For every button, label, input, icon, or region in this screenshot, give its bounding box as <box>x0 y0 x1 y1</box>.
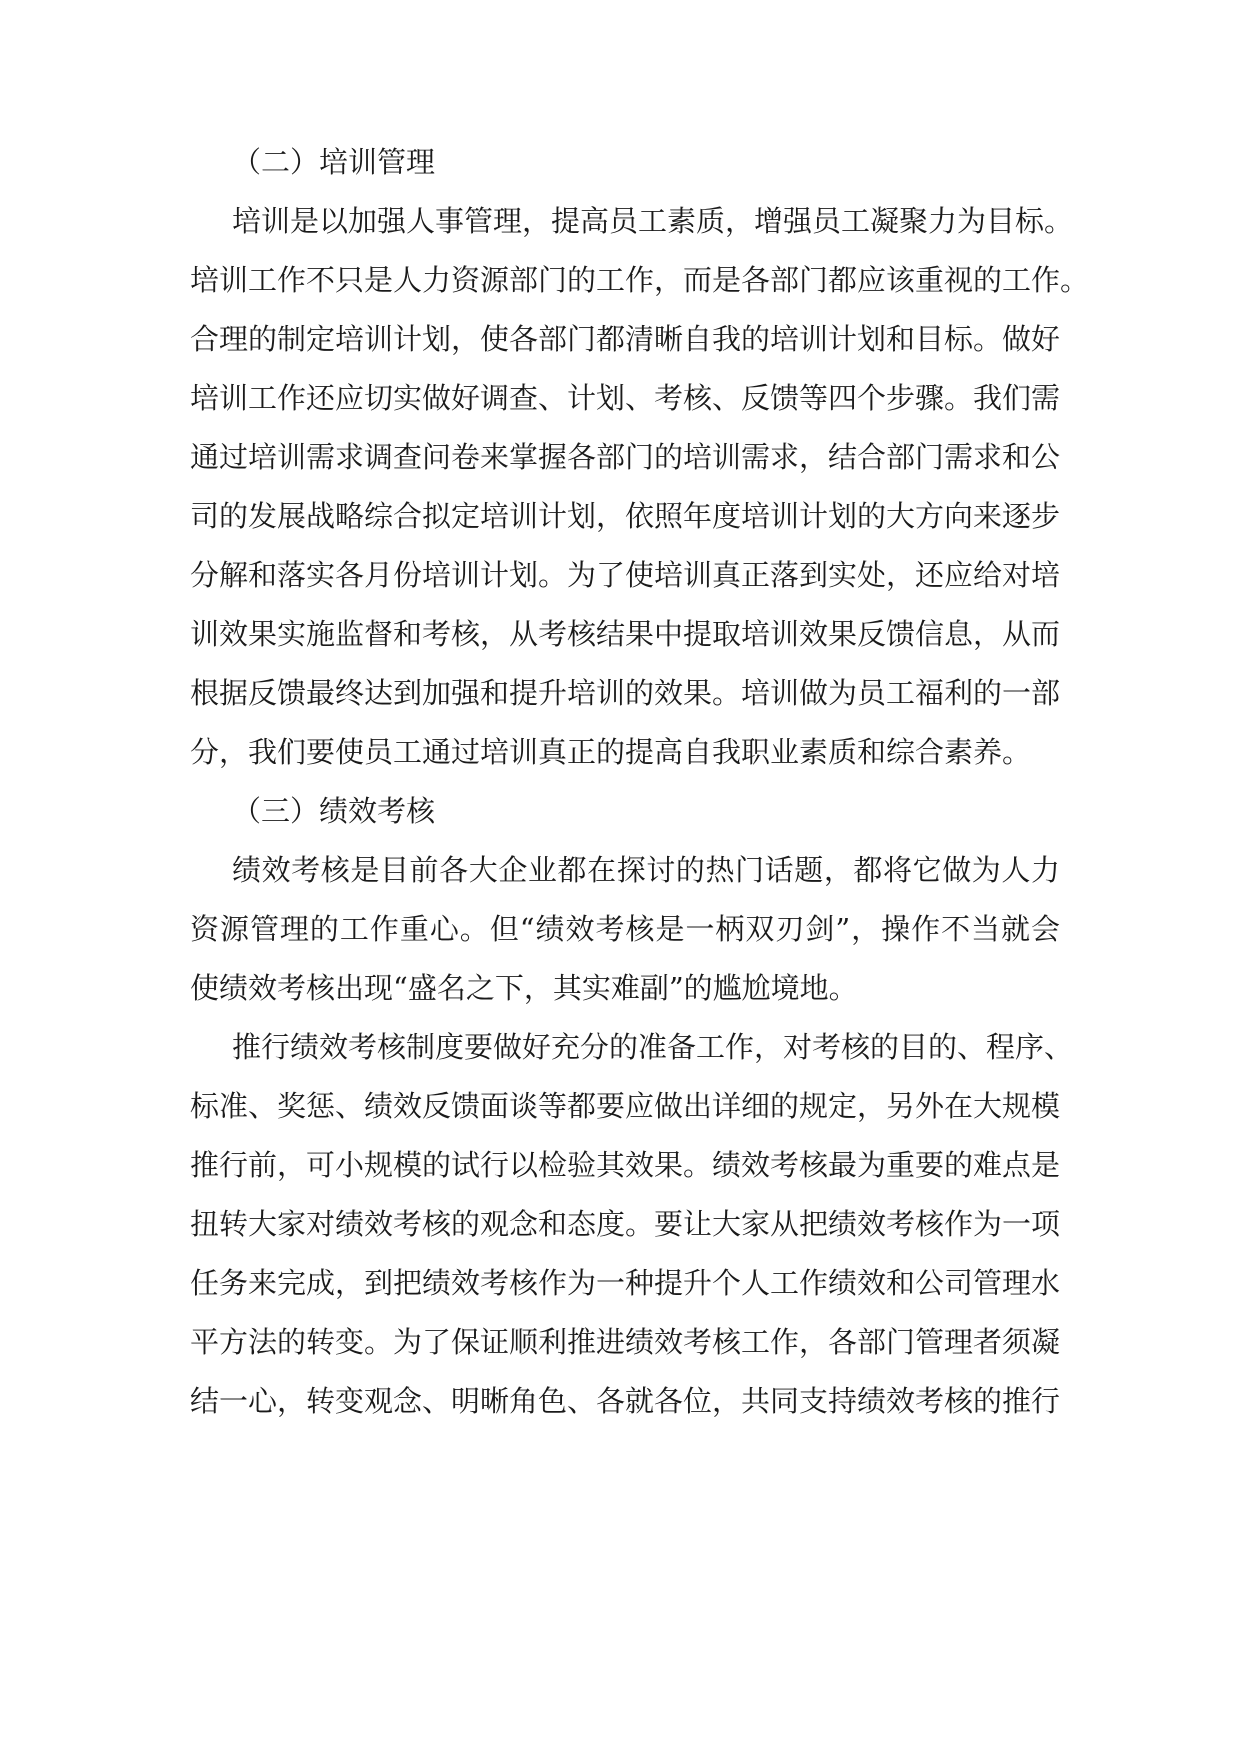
paragraph-line: 分解和落实各月份培训计划。为了使培训真正落到实处，还应给对培 <box>190 558 1061 592</box>
paragraph-line: 培训工作还应切实做好调查、计划、考核、反馈等四个步骤。我们需 <box>190 381 1061 415</box>
paragraph-line: 推行绩效考核制度要做好充分的准备工作，对考核的目的、程序、 <box>232 1030 1074 1064</box>
paragraph-line: 平方法的转变。为了保证顺利推进绩效考核工作，各部门管理者须凝 <box>190 1325 1061 1359</box>
paragraph-line: 分，我们要使员工通过培训真正的提高自我职业素质和综合素养。 <box>190 735 1032 769</box>
paragraph-line: 使绩效考核出现“盛名之下，其实难副”的尴尬境地。 <box>190 971 858 1005</box>
paragraph-line: 根据反馈最终达到加强和提升培训的效果。培训做为员工福利的一部 <box>190 676 1061 710</box>
paragraph-line: 合理的制定培训计划，使各部门都清晰自我的培训计划和目标。做好 <box>190 322 1061 356</box>
paragraph-line: 资源管理的工作重心。但“绩效考核是一柄双刃剑”，操作不当就会 <box>190 912 1060 946</box>
section-heading-training: （二）培训管理 <box>232 145 436 179</box>
paragraph-line: 司的发展战略综合拟定培训计划，依照年度培训计划的大方向来逐步 <box>190 499 1061 533</box>
paragraph-line: 培训是以加强人事管理，提高员工素质，增强员工凝聚力为目标。 <box>232 204 1074 238</box>
section-heading-performance: （三）绩效考核 <box>232 794 436 828</box>
paragraph-line: 扭转大家对绩效考核的观念和态度。要让大家从把绩效考核作为一项 <box>190 1207 1061 1241</box>
paragraph-line: 任务来完成，到把绩效考核作为一种提升个人工作绩效和公司管理水 <box>190 1266 1061 1300</box>
paragraph-line: 绩效考核是目前各大企业都在探讨的热门话题，都将它做为人力 <box>232 853 1060 887</box>
paragraph-line: 标准、奖惩、绩效反馈面谈等都要应做出详细的规定，另外在大规模 <box>190 1089 1061 1123</box>
paragraph-line: 结一心，转变观念、明晰角色、各就各位，共同支持绩效考核的推行 <box>190 1384 1061 1418</box>
paragraph-line: 通过培训需求调查问卷来掌握各部门的培训需求，结合部门需求和公 <box>190 440 1061 474</box>
paragraph-line: 培训工作不只是人力资源部门的工作，而是各部门都应该重视的工作。 <box>190 263 1090 297</box>
paragraph-line: 推行前，可小规模的试行以检验其效果。绩效考核最为重要的难点是 <box>190 1148 1061 1182</box>
paragraph-line: 训效果实施监督和考核，从考核结果中提取培训效果反馈信息，从而 <box>190 617 1061 651</box>
